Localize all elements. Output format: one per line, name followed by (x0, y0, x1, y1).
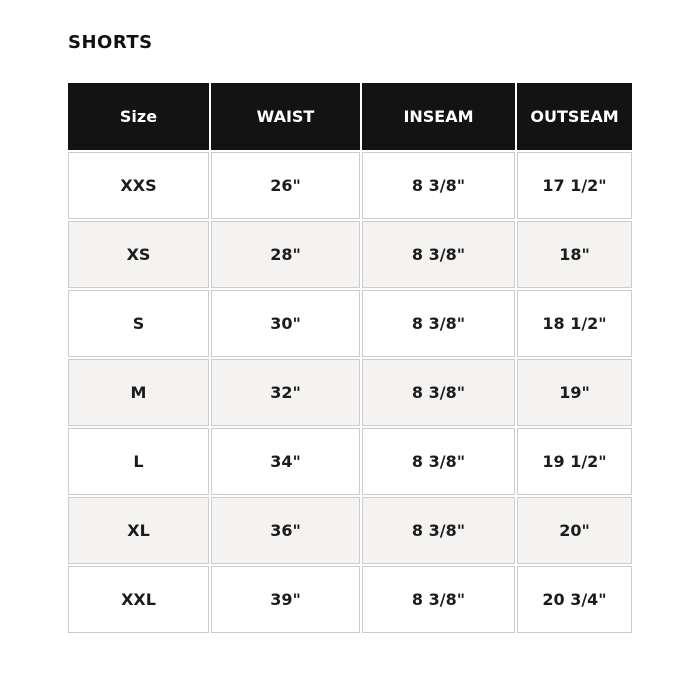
page-title: SHORTS (68, 32, 153, 53)
table-header (68, 83, 632, 150)
cell-size: XL (68, 497, 209, 564)
cell-outseam: 20" (517, 497, 632, 564)
cell-waist: 32" (211, 359, 360, 426)
cell-size: S (68, 290, 209, 357)
size-chart-table (66, 81, 634, 635)
column-header-inseam: INSEAM (362, 83, 515, 150)
table-row (68, 497, 632, 564)
cell-outseam: 19" (517, 359, 632, 426)
cell-outseam: 18 1/2" (517, 290, 632, 357)
cell-size: M (68, 359, 209, 426)
cell-size: XS (68, 221, 209, 288)
cell-inseam: 8 3/8" (362, 359, 515, 426)
cell-waist: 28" (211, 221, 360, 288)
cell-waist: 36" (211, 497, 360, 564)
cell-waist: 34" (211, 428, 360, 495)
column-header-size: Size (68, 83, 209, 150)
cell-outseam: 19 1/2" (517, 428, 632, 495)
cell-inseam: 8 3/8" (362, 221, 515, 288)
cell-waist: 26" (211, 152, 360, 219)
table-row (68, 359, 632, 426)
cell-inseam: 8 3/8" (362, 428, 515, 495)
cell-outseam: 20 3/4" (517, 566, 632, 633)
cell-inseam: 8 3/8" (362, 497, 515, 564)
column-header-outseam: OUTSEAM (517, 83, 632, 150)
cell-size: XXS (68, 152, 209, 219)
cell-size: L (68, 428, 209, 495)
column-header-waist: WAIST (211, 83, 360, 150)
cell-waist: 39" (211, 566, 360, 633)
cell-inseam: 8 3/8" (362, 290, 515, 357)
table-body (68, 152, 632, 633)
cell-inseam: 8 3/8" (362, 566, 515, 633)
cell-outseam: 18" (517, 221, 632, 288)
cell-outseam: 17 1/2" (517, 152, 632, 219)
table-row (68, 428, 632, 495)
cell-inseam: 8 3/8" (362, 152, 515, 219)
table-row (68, 566, 632, 633)
cell-waist: 30" (211, 290, 360, 357)
table-row (68, 221, 632, 288)
cell-size: XXL (68, 566, 209, 633)
table-row (68, 152, 632, 219)
table-row (68, 290, 632, 357)
header-row (68, 83, 632, 150)
